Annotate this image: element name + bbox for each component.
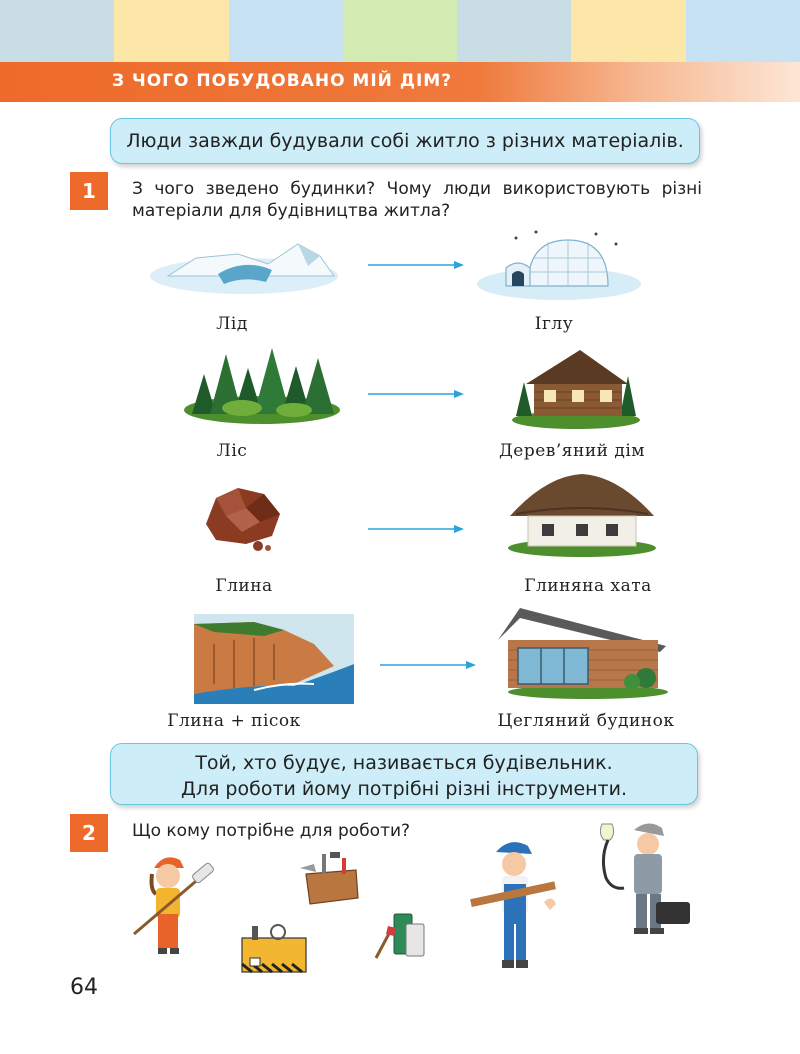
task1-line2: матеріали для будівництва житла? (132, 201, 451, 221)
clay-hut-image (506, 472, 658, 558)
brick-house-image (496, 604, 668, 700)
caption-clay-sand: Глина + пісок (167, 711, 301, 731)
arrow-right-icon (380, 659, 478, 671)
task-number-2: 2 (70, 814, 108, 852)
caption-clay: Глина (215, 576, 273, 596)
igloo-image (476, 228, 642, 302)
stripe (343, 0, 457, 62)
task2-question: Що кому потрібне для роботи? (132, 821, 411, 841)
ice-image (148, 236, 340, 298)
arrow-right-icon (368, 523, 466, 535)
stripe (571, 0, 685, 62)
stripe (457, 0, 571, 62)
stripe (0, 0, 114, 62)
tool-tray-image (238, 920, 310, 976)
wooden-house-image (510, 346, 640, 430)
electrician-image (594, 818, 694, 938)
builder-box (110, 743, 698, 805)
task1-line1: З чого зведено будинки? Чому люди використовують різні (132, 179, 702, 199)
task-number-1: 1 (70, 172, 108, 210)
caption-wooden-house: Дерев’яний дім (498, 441, 646, 461)
builder-line-2: Для роботи йому потрібні різні інструменти. (180, 778, 628, 800)
caption-ice: Лід (216, 314, 248, 334)
builder-line-1: Той, хто будує, називається будівельник. (195, 752, 613, 774)
arrow-right-icon (368, 388, 466, 400)
caption-brick-house: Цегляний будинок (497, 711, 675, 731)
clay-image (202, 484, 284, 554)
title-banner (0, 62, 800, 102)
stripe (686, 0, 800, 62)
page-title: З ЧОГО ПОБУДОВАНО МІЙ ДІМ? (112, 71, 453, 91)
forest-image (182, 344, 340, 426)
cliff-image (194, 614, 354, 704)
task1-question (132, 178, 702, 222)
header-stripes (0, 0, 800, 62)
caption-clay-hut: Глиняна хата (524, 576, 652, 596)
page-number: 64 (70, 975, 98, 1000)
caption-igloo: Іглу (534, 314, 574, 334)
paint-cans-image (372, 908, 430, 960)
painter-image (130, 850, 216, 960)
arrow-right-icon (368, 259, 466, 271)
stripe (229, 0, 343, 62)
stripe (114, 0, 228, 62)
intro-box (110, 118, 700, 164)
carpenter-image (466, 834, 562, 974)
intro-text: Люди завжди будували собі житло з різних матеріалів. (126, 130, 684, 152)
caption-forest: Ліс (216, 441, 248, 461)
toolbox-image (296, 850, 362, 906)
